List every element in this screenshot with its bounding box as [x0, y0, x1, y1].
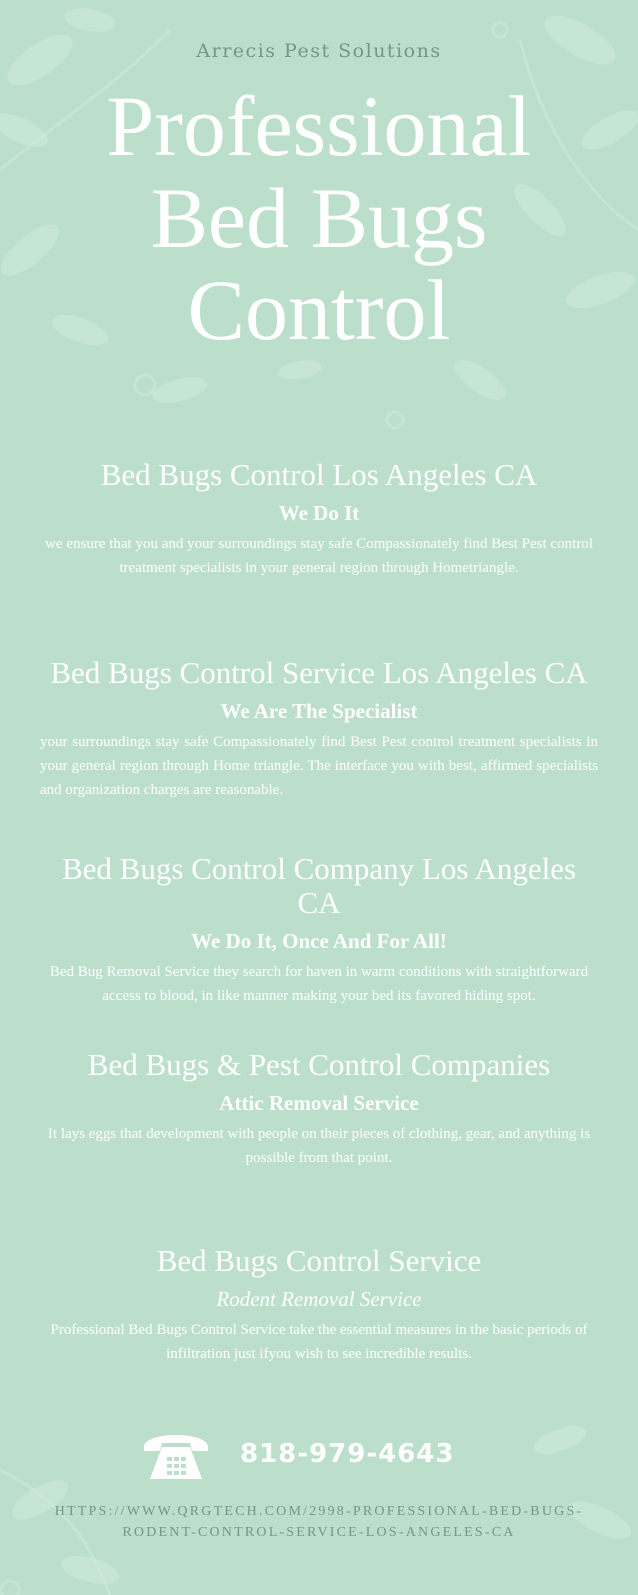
- section-bed-bugs-control-service: [40, 1244, 598, 1366]
- hero-title-line-2: Bed Bugs: [150, 170, 488, 266]
- section-bed-bugs-control-company-los-angeles: [40, 852, 598, 1008]
- section-heading: Bed Bugs Control Service Los Angeles CA: [50, 655, 588, 690]
- hero-title: [40, 80, 598, 356]
- section-bed-bugs-control-service-los-angeles: [40, 656, 598, 802]
- section-subheading: Attic Removal Service: [219, 1091, 419, 1115]
- hero-title-line-1: Professional: [106, 78, 532, 174]
- website-url[interactable]: HTTPS://WWW.QRGTECH.COM/2998-PROFESSIONAL-BED-BUGS-RODENT-CONTROL-SERVICE-LOS-ANGELES-CA: [54, 1504, 584, 1540]
- section-heading: Bed Bugs Control Company Los Angeles CA: [61, 851, 577, 920]
- section-subheading: Rodent Removal Service: [216, 1287, 422, 1311]
- telephone-icon: [140, 1425, 212, 1483]
- section-subheading: We Do It, Once And For All!: [191, 929, 447, 953]
- section-body: It lays eggs that development with people on their pieces of clothing, gear, and anything is possible from that point.: [47, 1126, 591, 1166]
- hero-title-line-3: Control: [187, 262, 451, 358]
- section-subheading: We Do It: [278, 501, 360, 525]
- section-body: your surroundings stay safe Compassionately find Best Pest control treatment specialists in your general region through Home triangle. The interface you with best, affirmed specialists and organization charges are reasonable.: [40, 734, 598, 798]
- section-subheading: We Are The Specialist: [220, 699, 418, 723]
- section-body: Professional Bed Bugs Control Service take the essential measures in the basic periods of infiltration just ifyou wish to see incredible results.: [50, 1322, 588, 1362]
- section-heading: Bed Bugs Control Los Angeles CA: [100, 457, 538, 492]
- phone-contact: [140, 1424, 500, 1484]
- brand-name: Arrecis Pest Solutions: [196, 40, 442, 62]
- phone-number[interactable]: 818-979-4643: [240, 1439, 455, 1469]
- section-bed-bugs-pest-control-companies: [40, 1048, 598, 1170]
- section-heading: Bed Bugs Control Service: [156, 1243, 482, 1278]
- section-bed-bugs-control-los-angeles: [40, 458, 598, 580]
- section-body: Bed Bug Removal Service they search for haven in warm conditions with straightforward access to blood, in like manner making your bed its favored hiding spot.: [49, 964, 589, 1004]
- section-body: we ensure that you and your surroundings stay safe Compassionately find Best Pest control treatment specialists in your general region through Hometriangle.: [45, 536, 593, 576]
- section-heading: Bed Bugs & Pest Control Companies: [87, 1047, 551, 1082]
